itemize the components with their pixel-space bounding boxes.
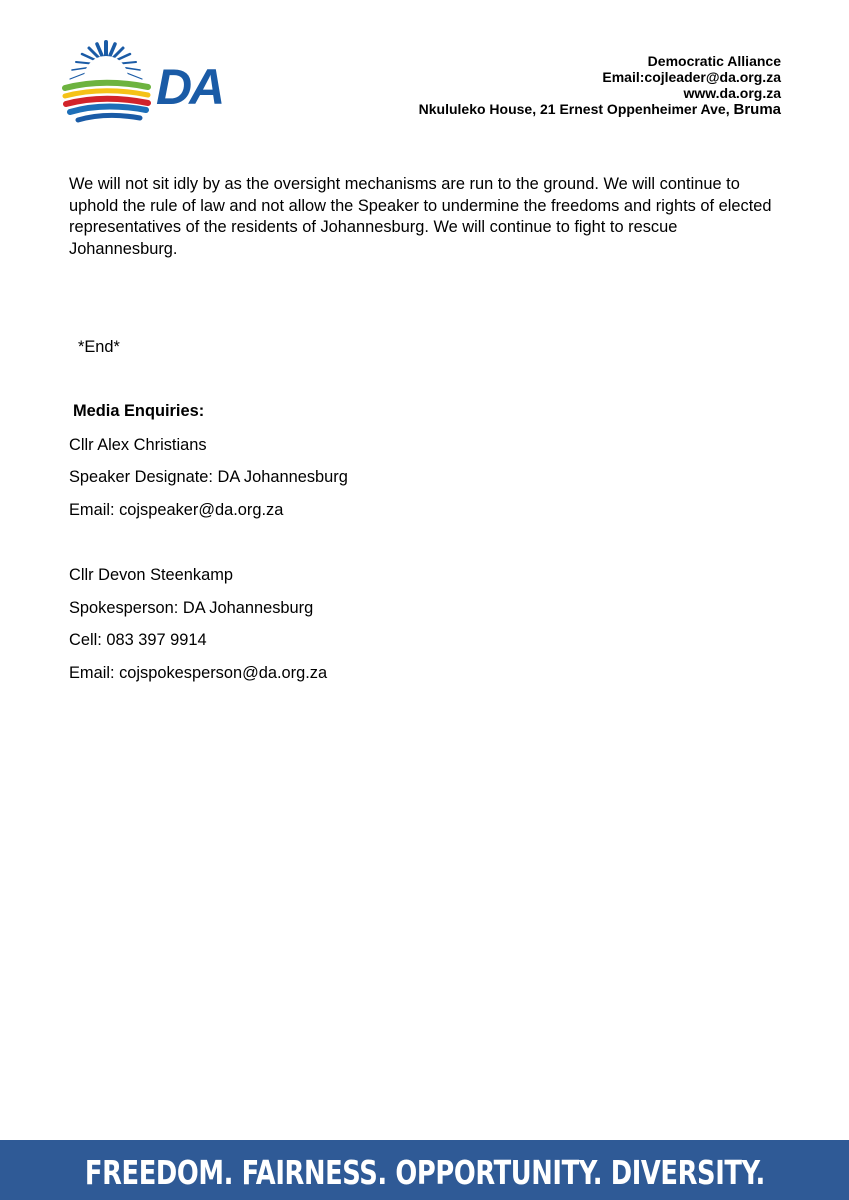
letterhead-contact	[419, 53, 781, 118]
da-logo	[58, 38, 268, 136]
address	[419, 101, 781, 118]
address-street: Nkululeko House, 21 Ernest Oppenheimer Ave,	[418, 101, 730, 117]
logo-text: DA	[156, 59, 223, 115]
contact2-cell: Cell: 083 397 9914	[69, 631, 207, 649]
website-link: www.da.org.za	[683, 85, 781, 101]
stripes-icon	[65, 83, 148, 120]
footer-slogan: FREEDOM. FAIRNESS. OPPORTUNITY. DIVERSITY.	[84, 1152, 765, 1192]
contact1-role: Speaker Designate: DA Johannesburg	[69, 468, 348, 486]
address-city: Bruma	[733, 101, 781, 118]
media-enquiries-heading: Media Enquiries:	[73, 402, 205, 420]
end-marker: *End*	[78, 338, 120, 356]
footer-band	[0, 1140, 849, 1200]
org-name: Democratic Alliance	[647, 53, 781, 69]
contact2-email: Email: cojspokesperson@da.org.za	[69, 664, 328, 682]
contact1-email: Email: cojspeaker@da.org.za	[69, 501, 284, 519]
leader-email: Email:cojleader@da.org.za	[602, 69, 781, 85]
contact2-role: Spokesperson: DA Johannesburg	[69, 599, 314, 617]
contact2-name: Cllr Devon Steenkamp	[69, 566, 233, 584]
statement-paragraph: We will not sit idly by as the oversight mechanisms are run to the ground. We will continue to uphold the rule of law and not allow the Speaker to undermine the freedoms and rights of elected representatives of the residents of Johannesburg. We will continue to fight to rescue Johannesburg.	[69, 175, 772, 258]
contact1-name: Cllr Alex Christians	[69, 436, 207, 454]
